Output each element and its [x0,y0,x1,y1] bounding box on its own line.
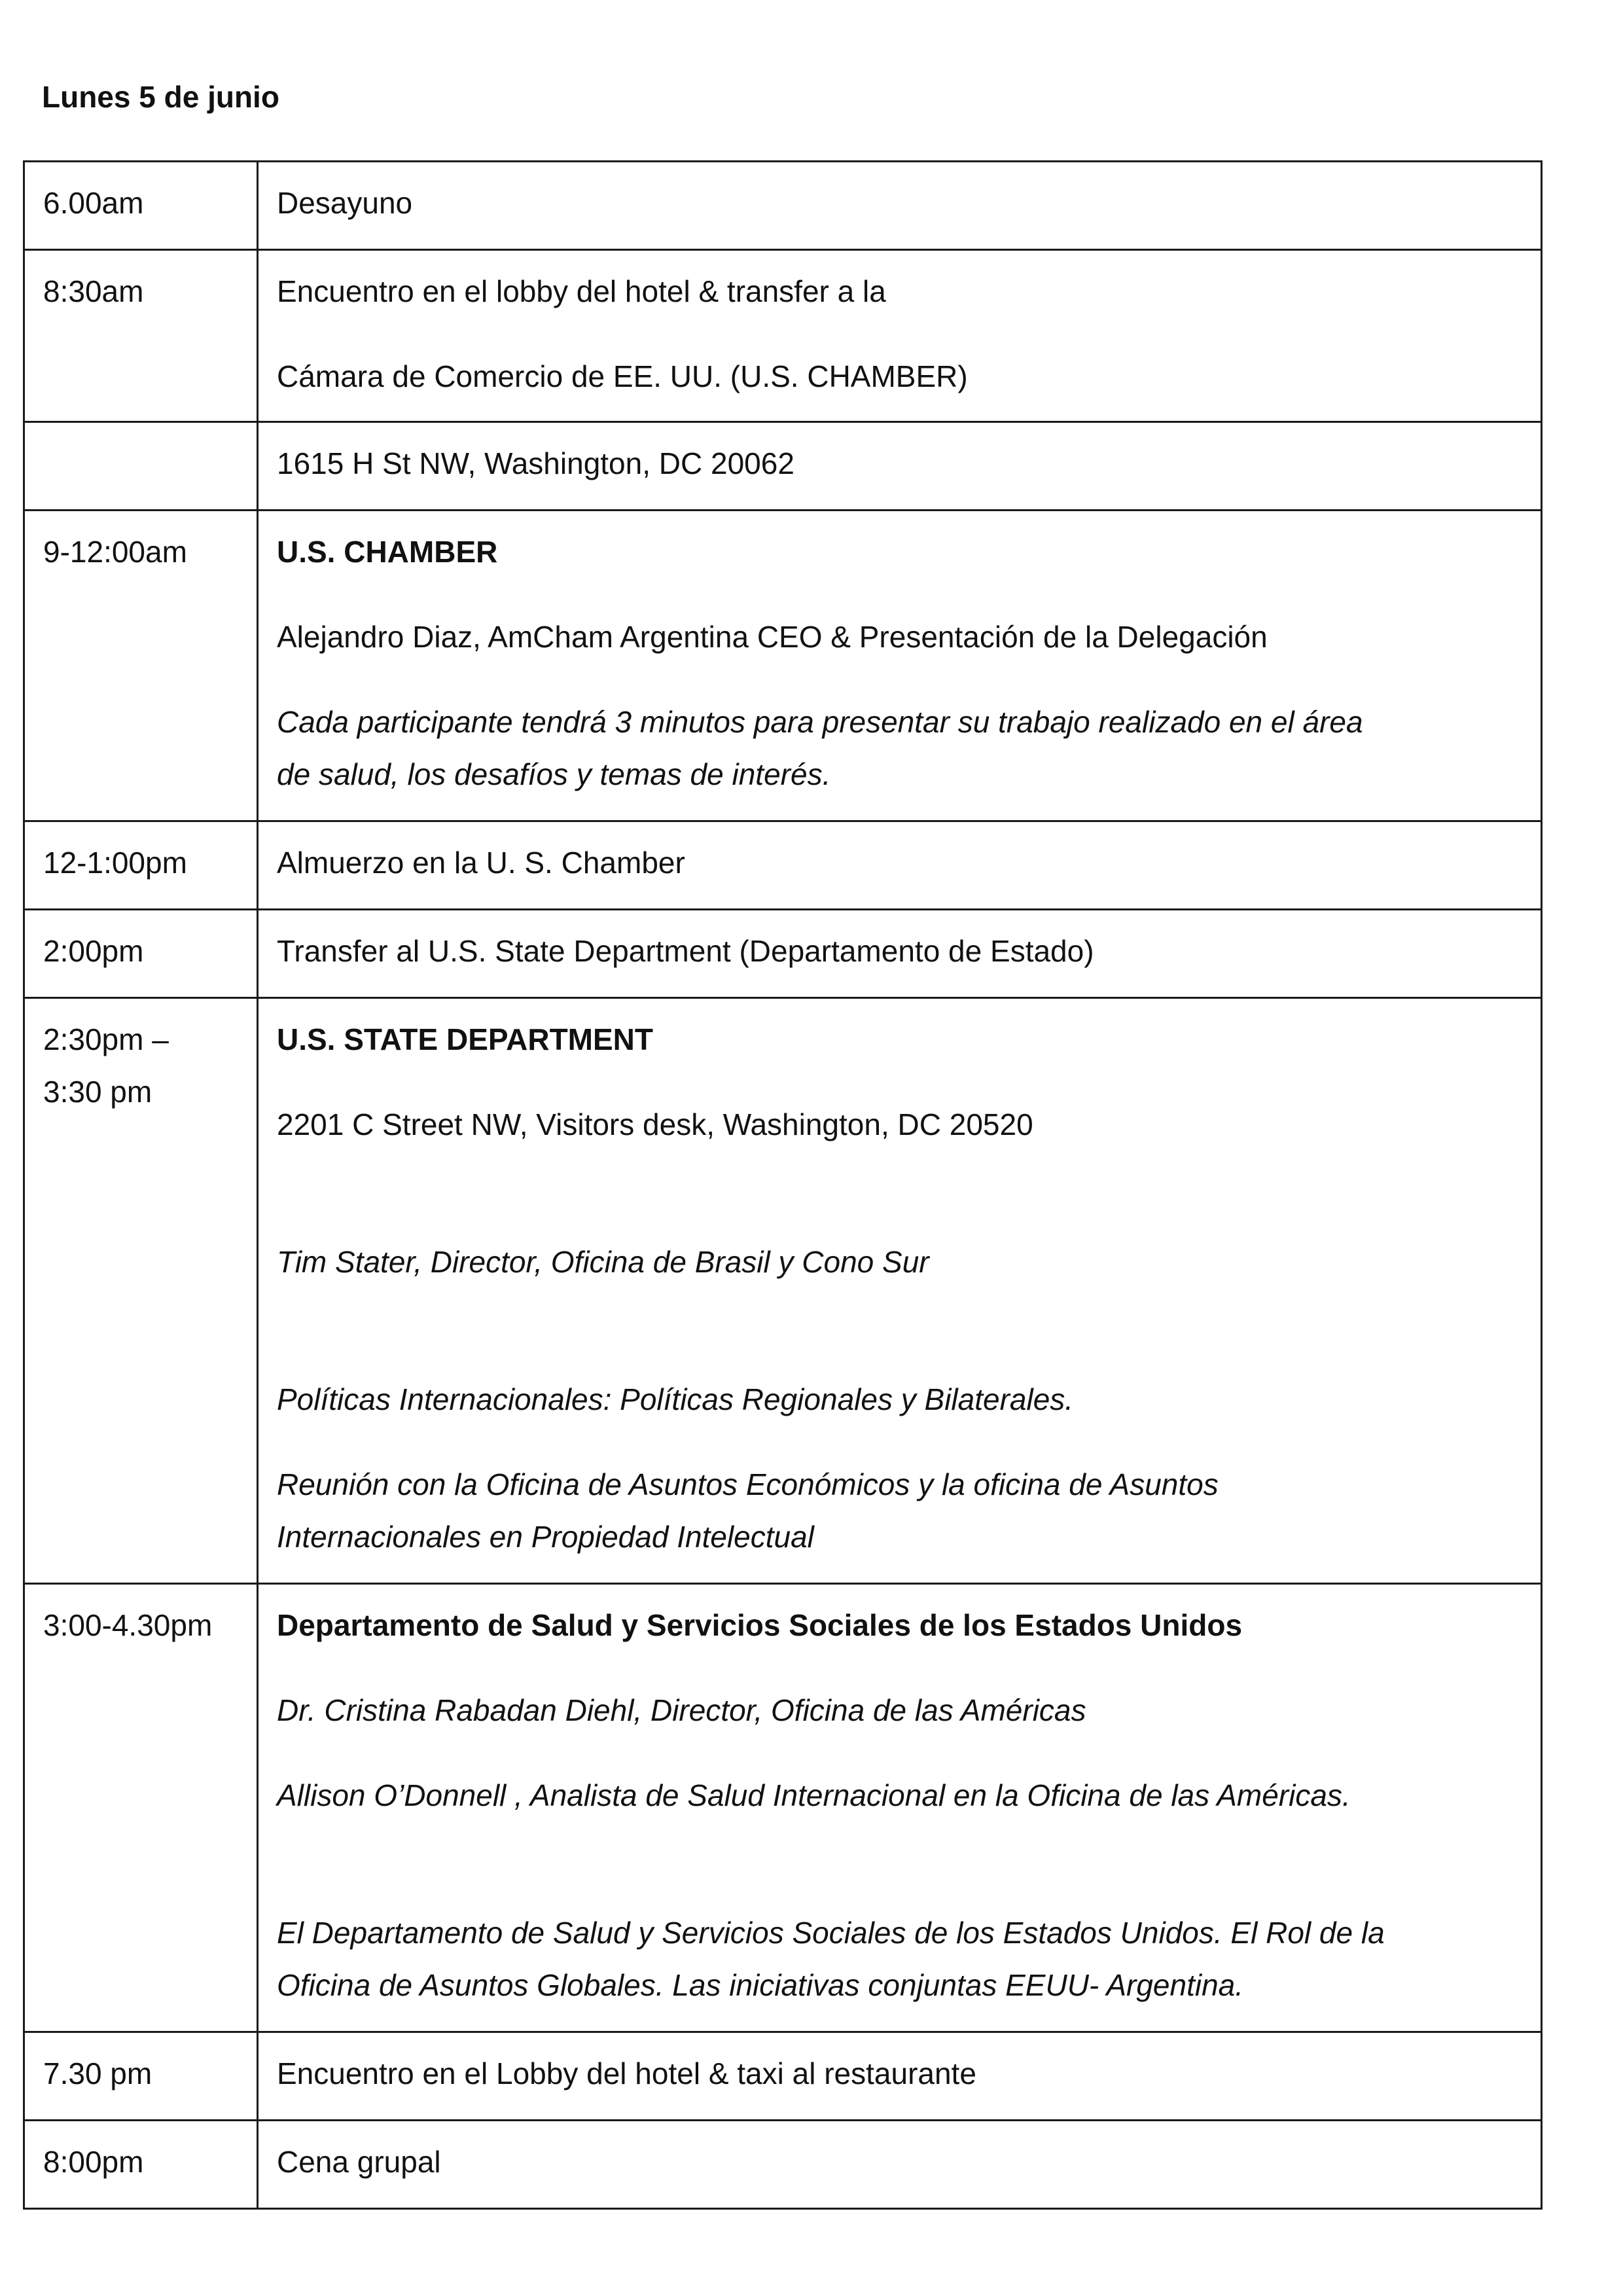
activity-note: Políticas Internacionales: Políticas Regionales y Bilaterales. [277,1382,1074,1416]
activity-heading: U.S. CHAMBER [277,535,498,569]
activity-cell [258,2121,1542,2209]
schedule-row-breakfast [24,162,1542,250]
activity-note: Reunión con la Oficina de Asuntos Económicos y la oficina de Asuntos [277,1467,1219,1501]
activity-text: Transfer al U.S. State Department (Departamento de Estado) [277,934,1094,968]
time-cell [24,162,258,250]
time-text: 2:30pm – [43,1022,169,1056]
schedule-row-state-department [24,998,1542,1584]
activity-cell [258,2032,1542,2121]
activity-note: Oficina de Asuntos Globales. Las iniciativas conjuntas EEUU- Argentina. [277,1968,1244,2002]
time-cell [24,998,258,1584]
time-text: 8:30am [43,274,144,308]
activity-text: Desayuno [277,186,413,220]
activity-cell [258,422,1542,511]
activity-cell [258,250,1542,422]
schedule-row-taxi [24,2032,1542,2121]
activity-note: Tim Stater, Director, Oficina de Brasil y Cono Sur [277,1245,929,1279]
schedule-row-dinner [24,2121,1542,2209]
address-text: 2201 C Street NW, Visitors desk, Washington, DC 20520 [277,1107,1033,1141]
address-text: 1615 H St NW, Washington, DC 20062 [277,446,794,480]
time-cell [24,511,258,821]
time-cell [24,821,258,910]
schedule-row-lunch [24,821,1542,910]
activity-cell [258,910,1542,998]
schedule-row-state-transfer [24,910,1542,998]
activity-note: Cada participante tendrá 3 minutos para presentar su trabajo realizado en el área [277,705,1363,739]
time-text: 3:30 pm [43,1075,152,1109]
activity-cell [258,998,1542,1584]
time-text: 6.00am [43,186,144,220]
activity-note: Allison O’Donnell , Analista de Salud Internacional en la Oficina de las Américas. [277,1778,1351,1812]
time-text: 9-12:00am [43,535,187,569]
time-cell [24,2121,258,2209]
activity-cell [258,821,1542,910]
schedule-row-health-department [24,1584,1542,2032]
blank-line [277,1151,1525,1203]
schedule-table [23,160,1543,2210]
activity-note: de salud, los desafíos y temas de interés. [277,757,831,791]
activity-note: Internacionales en Propiedad Intelectual [277,1520,814,1554]
activity-cell [258,511,1542,821]
activity-note: El Departamento de Salud y Servicios Sociales de los Estados Unidos. El Rol de la [277,1916,1385,1950]
activity-note: Dr. Cristina Rabadan Diehl, Director, Oficina de las Américas [277,1693,1086,1727]
blank-line [277,1821,1525,1874]
time-text: 2:00pm [43,934,144,968]
time-cell [24,250,258,422]
activity-text: Cámara de Comercio de EE. UU. (U.S. CHAMBER) [277,359,968,393]
activity-text: Encuentro en el Lobby del hotel & taxi al restaurante [277,2056,976,2090]
activity-text: Cena grupal [277,2145,441,2179]
time-text: 7.30 pm [43,2056,152,2090]
activity-cell [258,1584,1542,2032]
activity-text: Alejandro Diaz, AmCham Argentina CEO & Presentación de la Delegación [277,620,1268,654]
page-title: Lunes 5 de junio [42,80,279,114]
time-cell [24,422,258,511]
schedule-row-address [24,422,1542,511]
time-cell [24,910,258,998]
blank-line [277,1288,1525,1340]
activity-text: Encuentro en el lobby del hotel & transfer a la [277,274,886,308]
activity-heading: U.S. STATE DEPARTMENT [277,1022,653,1056]
time-cell [24,2032,258,2121]
time-text: 12-1:00pm [43,846,187,880]
schedule-row-lobby-transfer [24,250,1542,422]
time-cell [24,1584,258,2032]
schedule-row-us-chamber [24,511,1542,821]
time-text: 8:00pm [43,2145,144,2179]
activity-text: Almuerzo en la U. S. Chamber [277,846,685,880]
time-text: 3:00-4.30pm [43,1608,213,1642]
activity-heading: Departamento de Salud y Servicios Sociales de los Estados Unidos [277,1608,1243,1642]
activity-cell [258,162,1542,250]
